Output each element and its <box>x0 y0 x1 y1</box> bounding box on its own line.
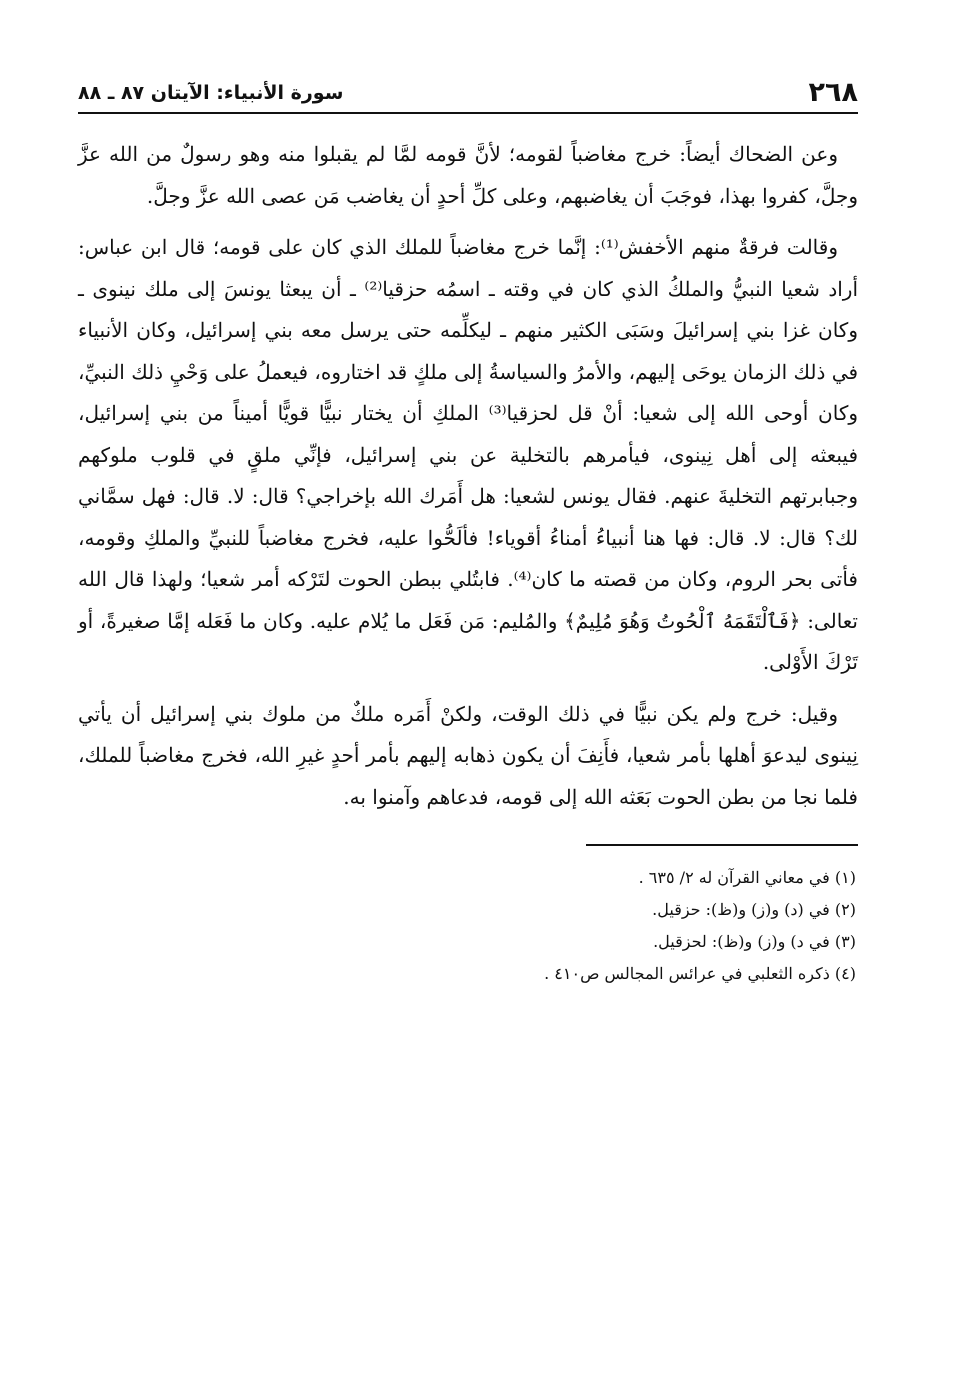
footnote-item: (٣) في د) و(ز) و(ظ): لحزقيل. <box>653 932 856 951</box>
paragraph: وقالت فرقةٌ منهم الأخفش⁽¹⁾: إنَّما خرج مغاضباً للملك الذي كان على قومه؛ قال ابن عباس: أراد شعيا النبيُّ والملكُ الذي كان في وقته ـ اسمُه حزقيا⁽²⁾ ـ أن يبعثا يونسَ إلى ملك نينوى ـ وكان غزا بني إسرائيلَ وسَبَى الكثير منهم ـ ليكلِّمه حتى يرسل معه بني إسرائيل، وكان الأنبياء في ذلك الزمان يوحَى إليهم، والأمرُ والسياسةُ إلى ملكٍ قد اختاروه، فيعملُ على وَحْيِ ذلك النبيِّ، وكان أوحى الله إلى شعيا: أنْ قل لحزقيا⁽³⁾ الملكِ أن يختار نبيًّا قويًّا أميناً من بني إسرائيل، فيبعثه إلى أهل نِينوى، فيأمرهم بالتخلية عن بني إسرائيل، فإنِّي ملقٍ في قلوب ملوكهم وجبابرتهم التخليةَ عنهم. فقال يونس لشعيا: هل أَمَرك الله بإخراجي؟ قال: لا. قال: فهل سمَّاني لك؟ قال: لا. قال: فها هنا أنبياءُ أمناءُ أقوياء! فألَحُّوا عليه، فخرج مغاضباً للنبيِّ والملكِ وقومه، فأتى بحر الروم، وكان من قصته ما كان⁽⁴⁾. فابتُلي ببطن الحوت لتَرْكه أمر شعيا؛ ولهذا قال الله تعالى: ﴿فَٱلْتَقَمَهُ ٱلْحُوتُ وَهُوَ مُلِيمٌ﴾ والمُليم: مَن فَعَل ما يُلام عليه. وكان ما فَعَله إمَّا صغيرةً، أو تَرْكَ الأَوْلى. <box>78 235 859 674</box>
paragraph: وعن الضحاك أيضاً: خرج مغاضباً لقومه؛ لأنَّ قومه لمَّا لم يقبلوا منه وهو رسولٌ من الله عزَّ وجلَّ، كفروا بهذا، فوجَبَ أن يغاضبهم، وعلى كلِّ أحدٍ أن يغاضب مَن عصى الله عزَّ وجلَّ. <box>78 142 858 208</box>
running-head: سورة الأنبياء: الآيتان ٨٧ ـ ٨٨ <box>78 82 344 104</box>
footnote-item: (١) في معاني القرآن له ٢/ ٦٣٥ . <box>638 868 856 887</box>
header-rule <box>78 112 858 114</box>
page-header <box>78 70 858 110</box>
footnote-item: (٢) في (د) و(ز) و(ظ): حزقيل. <box>652 900 856 919</box>
footnote-rule <box>586 844 858 846</box>
book-page <box>78 70 858 990</box>
footnote-item: (٤) ذكره الثعلبي في عرائس المجالس ص٤١٠ . <box>544 964 856 983</box>
body-text <box>78 134 858 818</box>
page-number: ٢٦٨ <box>808 77 858 108</box>
footnotes <box>78 862 858 990</box>
paragraph: وقيل: خرج ولم يكن نبيًّا في ذلك الوقت، ولكنْ أَمَره ملكٌ من ملوك بني إسرائيل أن يأتي نِينوى ليدعوَ أهلها بأمر شعيا، فأَنِفَ أن يكون ذهابه إليهم بأمر أحدٍ غيرِ الله، فخرج مغاضباً للملك، فلما نجا من بطن الحوت بَعَثه الله إلى قومه، فدعاهم وآمنوا به. <box>78 701 858 809</box>
